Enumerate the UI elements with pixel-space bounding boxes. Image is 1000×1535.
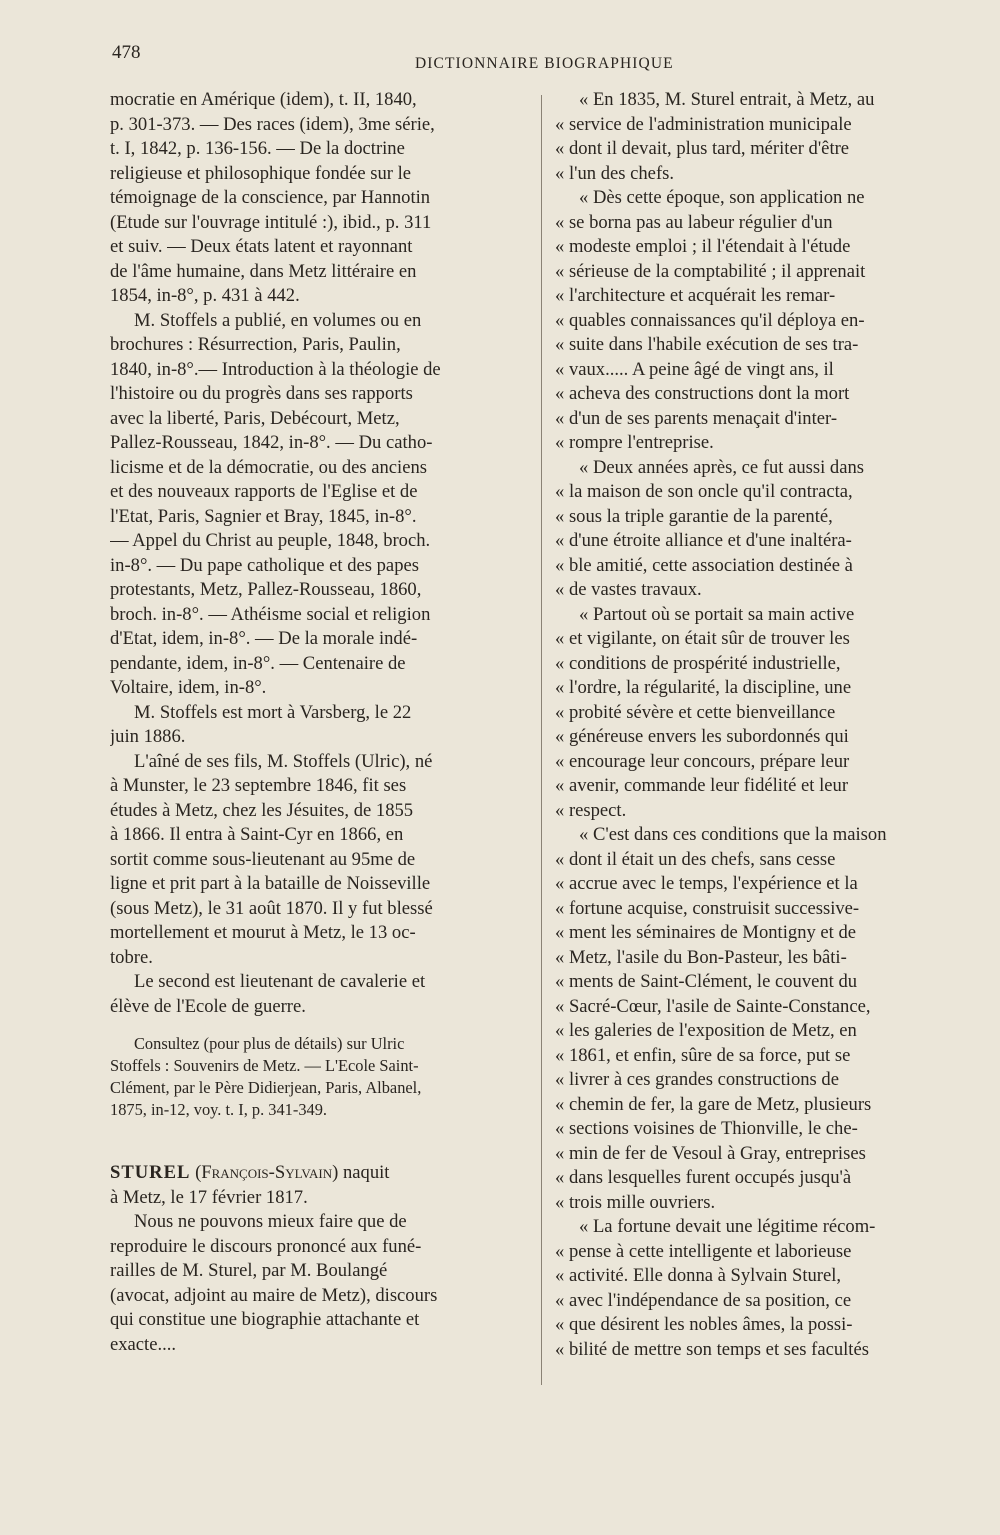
sturel-surname: STUREL — [110, 1162, 191, 1183]
eldest-son-paragraph — [110, 750, 530, 971]
text-line: « Metz, l'asile du Bon-Pasteur, les bâti- — [555, 946, 847, 968]
text-line: élève de l'Ecole de guerre. — [110, 995, 306, 1017]
text-line: tobre. — [110, 946, 153, 968]
text-line: « trois mille ouvriers. — [555, 1191, 716, 1213]
text-line: Stoffels : Souvenirs de Metz. — L'Ecole Saint- — [110, 1056, 419, 1075]
text-line: L'aîné de ses fils, M. Stoffels (Ulric), né — [134, 750, 433, 772]
speech-paragraph-2 — [555, 186, 967, 456]
sturel-naquit: naquit — [338, 1162, 390, 1183]
left-column — [110, 88, 530, 1357]
text-line: « C'est dans ces conditions que la maison — [579, 824, 887, 845]
text-line: p. 301-373. — Des races (idem), 3me série, — [110, 113, 435, 135]
text-line: juin 1886. — [110, 726, 186, 747]
text-line: Clément, par le Père Didierjean, Paris, Albanel, — [110, 1078, 422, 1097]
text-line: « bilité de mettre son temps et ses facultés — [555, 1338, 869, 1360]
text-line: religieuse et philosophique fondée sur le — [110, 162, 412, 184]
text-line: « sections voisines de Thionville, le che- — [555, 1118, 858, 1139]
text-line: « l'un des chefs. — [555, 162, 675, 184]
text-line: ligne et prit part à la bataille de Noisseville — [110, 873, 431, 894]
text-line: « sérieuse de la comptabilité ; il apprenait — [555, 260, 866, 282]
sturel-intro-paragraph — [110, 1210, 530, 1357]
text-line: — Appel du Christ au peuple, 1848, broch. — [110, 530, 431, 551]
text-line: railles de M. Sturel, par M. Boulangé — [110, 1260, 388, 1281]
text-line: « que désirent les nobles âmes, la possi- — [555, 1314, 853, 1335]
text-line: à Metz, le 17 février 1817. — [110, 1186, 308, 1208]
text-line: d'Etat, idem, in-8°. — De la morale indé- — [110, 628, 418, 649]
second-son-paragraph — [110, 970, 530, 1019]
text-line: et des nouveaux rapports de l'Eglise et de — [110, 481, 418, 502]
text-line: sortit comme sous-lieutenant au 95me de — [110, 848, 416, 870]
text-line: « suite dans l'habile exécution de ses tra- — [555, 334, 859, 355]
text-line: « livrer à ces grandes constructions de — [555, 1069, 839, 1090]
death-paragraph — [110, 701, 530, 750]
text-line: « fortune acquise, construisit successive- — [555, 897, 860, 919]
text-line: de l'âme humaine, dans Metz littéraire en — [110, 260, 417, 282]
text-line: à 1866. Il entra à Saint-Cyr en 1866, en — [110, 824, 404, 845]
text-line: « quables connaissances qu'il déploya en- — [555, 309, 865, 331]
text-line: « l'ordre, la régularité, la discipline, une — [555, 677, 852, 698]
text-line: « se borna pas au labeur régulier d'un — [555, 211, 833, 233]
text-line: « ment les séminaires de Montigny et de — [555, 922, 857, 943]
consultez-note — [110, 1033, 530, 1121]
speech-paragraph-3 — [555, 456, 967, 603]
text-line: « les galeries de l'exposition de Metz, en — [555, 1020, 857, 1041]
text-line: « d'un de ses parents menaçait d'inter- — [555, 407, 838, 429]
spacer — [110, 1121, 530, 1161]
speech-paragraph-4 — [555, 603, 967, 824]
text-line: et suiv. — Deux états latent et rayonnant — [110, 236, 413, 257]
text-line: « modeste emploi ; il l'étendait à l'étude — [555, 236, 851, 257]
text-line: Consultez (pour plus de détails) sur Ulric — [134, 1034, 405, 1053]
sturel-birth-line — [110, 1186, 530, 1211]
speech-paragraph-1 — [555, 88, 967, 186]
text-line: brochures : Résurrection, Paris, Paulin, — [110, 334, 401, 355]
text-line: témoignage de la conscience, par Hannotin — [110, 187, 431, 208]
text-line: « vaux..... A peine âgé de vingt ans, il — [555, 358, 834, 380]
sturel-given-names: (François-Sylvain) — [195, 1162, 339, 1183]
text-line: « sous la triple garantie de la parenté, — [555, 505, 833, 527]
text-line: avec la liberté, Paris, Debécourt, Metz, — [110, 407, 400, 429]
continued-bibliography — [110, 88, 530, 309]
text-line: « Partout où se portait sa main active — [579, 603, 855, 625]
text-line: « probité sévère et cette bienveillance — [555, 701, 836, 723]
text-line: « ble amitié, cette association destinée à — [555, 554, 853, 576]
sturel-entry-heading — [110, 1161, 530, 1186]
text-line: « généreuse envers les subordonnés qui — [555, 726, 849, 747]
text-line: « de vastes travaux. — [555, 579, 702, 600]
text-line: « encourage leur concours, prépare leur — [555, 750, 850, 772]
text-line: « la maison de son oncle qu'il contracta, — [555, 481, 853, 502]
text-line: (sous Metz), le 31 août 1870. Il y fut blessé — [110, 897, 433, 919]
text-line: « Dès cette époque, son application ne — [579, 187, 865, 208]
text-line: études à Metz, chez les Jésuites, de 1855 — [110, 799, 414, 821]
text-line: « avenir, commande leur fidélité et leur — [555, 775, 849, 796]
text-line: « activité. Elle donna à Sylvain Sturel, — [555, 1265, 842, 1286]
text-line: Voltaire, idem, in-8°. — [110, 677, 267, 698]
text-line: « conditions de prospérité industrielle, — [555, 652, 841, 674]
speech-paragraph-5 — [555, 823, 967, 1215]
text-line: licisme et de la démocratie, ou des anciens — [110, 456, 428, 478]
spacer — [110, 1019, 530, 1033]
text-line: M. Stoffels est mort à Varsberg, le 22 — [134, 701, 412, 723]
text-line: « d'une étroite alliance et d'une inaltéra- — [555, 530, 852, 551]
text-line: qui constitue une biographie attachante et — [110, 1309, 420, 1330]
text-line: M. Stoffels a publié, en volumes ou en — [134, 309, 422, 331]
text-line: « La fortune devait une légitime récom- — [579, 1216, 876, 1237]
text-line: « accrue avec le temps, l'expérience et la — [555, 873, 858, 894]
speech-paragraph-6 — [555, 1215, 967, 1362]
text-line: « rompre l'entreprise. — [555, 432, 714, 453]
publications-paragraph — [110, 309, 530, 701]
text-line: « chemin de fer, la gare de Metz, plusieurs — [555, 1093, 872, 1115]
text-line: in-8°. — Du pape catholique et des papes — [110, 554, 419, 576]
text-line: Nous ne pouvons mieux faire que de — [134, 1211, 407, 1232]
text-line: à Munster, le 23 septembre 1846, fit ses — [110, 775, 407, 796]
text-line: t. I, 1842, p. 136-156. — De la doctrine — [110, 138, 405, 159]
text-line: « 1861, et enfin, sûre de sa force, put se — [555, 1044, 851, 1066]
text-line: broch. in-8°. — Athéisme social et religion — [110, 603, 431, 625]
text-line: 1854, in-8°, p. 431 à 442. — [110, 285, 300, 306]
text-line: « respect. — [555, 799, 627, 821]
text-line: « dont il était un des chefs, sans cesse — [555, 848, 836, 870]
page-number: 478 — [112, 42, 141, 63]
right-column — [555, 88, 967, 1362]
text-line: (Etude sur l'ouvrage intitulé :), ibid., p. 311 — [110, 211, 432, 233]
text-line: « En 1835, M. Sturel entrait, à Metz, au — [579, 89, 875, 110]
running-head: DICTIONNAIRE BIOGRAPHIQUE — [415, 55, 674, 72]
text-line: mortellement et mourut à Metz, le 13 oc- — [110, 922, 416, 943]
text-line: « min de fer de Vesoul à Gray, entreprises — [555, 1142, 866, 1164]
text-line: Pallez-Rousseau, 1842, in-8°. — Du catho- — [110, 432, 433, 453]
text-line: « et vigilante, on était sûr de trouver les — [555, 628, 850, 649]
text-line: « l'architecture et acquérait les remar- — [555, 285, 836, 306]
text-line: Le second est lieutenant de cavalerie et — [134, 971, 426, 992]
text-line: mocratie en Amérique (idem), t. II, 1840, — [110, 89, 417, 110]
text-line: 1875, in-12, voy. t. I, p. 341-349. — [110, 1100, 328, 1119]
text-line: « ments de Saint-Clément, le couvent du — [555, 971, 858, 992]
text-line: protestants, Metz, Pallez-Rousseau, 1860, — [110, 579, 422, 600]
text-line: « dans lesquelles furent occupés jusqu'à — [555, 1167, 852, 1188]
text-line: exacte.... — [110, 1333, 177, 1355]
text-line: « dont il devait, plus tard, mériter d'être — [555, 138, 850, 159]
text-line: pendante, idem, in-8°. — Centenaire de — [110, 652, 406, 674]
text-line: « acheva des constructions dont la mort — [555, 383, 850, 404]
column-divider — [541, 95, 542, 1385]
text-line: 1840, in-8°.— Introduction à la théologie de — [110, 358, 441, 380]
text-line: (avocat, adjoint au maire de Metz), discours — [110, 1284, 438, 1306]
text-line: reproduire le discours prononcé aux funé- — [110, 1235, 422, 1257]
text-line: « Deux années après, ce fut aussi dans — [579, 456, 865, 478]
text-line: l'Etat, Paris, Sagnier et Bray, 1845, in-8°. — [110, 505, 417, 527]
text-line: l'histoire ou du progrès dans ses rapports — [110, 383, 413, 404]
text-line: « pense à cette intelligente et laborieuse — [555, 1240, 852, 1262]
text-line: « avec l'indépendance de sa position, ce — [555, 1289, 852, 1311]
text-line: « Sacré-Cœur, l'asile de Sainte-Constance, — [555, 995, 871, 1017]
text-line: « service de l'administration municipale — [555, 113, 852, 135]
